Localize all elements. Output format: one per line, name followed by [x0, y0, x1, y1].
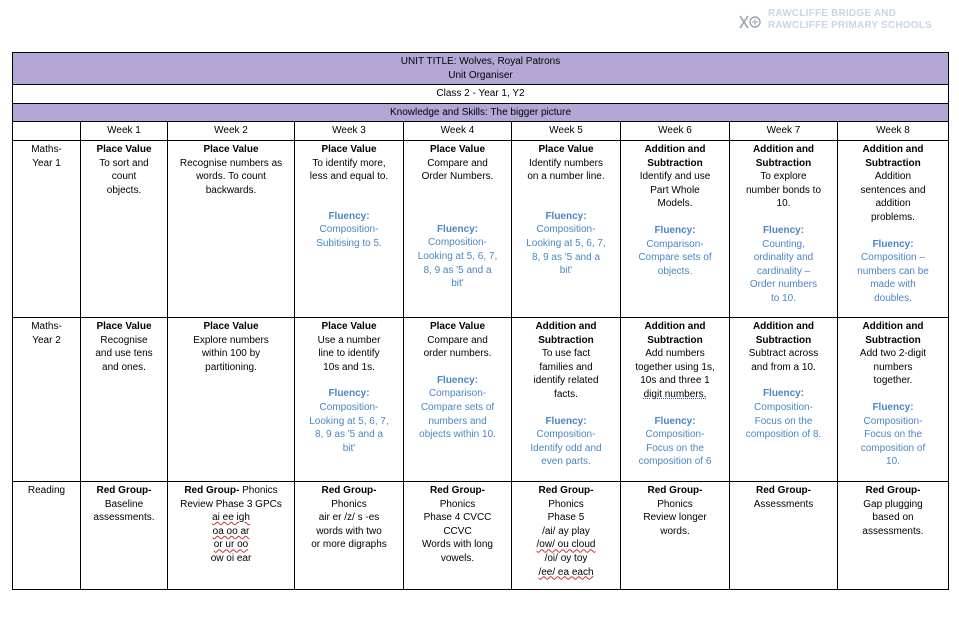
week-cell — [81, 140, 168, 317]
fluency-block — [733, 224, 834, 306]
cell-heading: Red Group- — [430, 484, 485, 496]
cell-text-line: digit numbers. — [643, 388, 707, 400]
fluency-line: objects within 10. — [419, 429, 496, 441]
fluency-block — [624, 415, 726, 469]
row-label-cell — [13, 317, 81, 481]
cell-text-line: To identify more, — [312, 157, 386, 169]
cell-text-line: or ur oo — [213, 539, 249, 551]
fluency-block — [841, 238, 945, 306]
cell-heading: Addition and — [752, 143, 815, 155]
cell-text-line: on a number line. — [527, 171, 605, 183]
week-header: Week 5 — [512, 122, 621, 141]
cell-heading: Subtraction — [647, 157, 703, 169]
cell-text-line: oa oo ar — [212, 525, 250, 537]
week-cell — [404, 317, 512, 481]
cell-text-line: Assessments — [753, 498, 814, 510]
fluency-line: to 10. — [770, 292, 797, 304]
cell-text-line: Review longer — [643, 512, 707, 524]
cell-text-line: CCVC — [443, 525, 472, 537]
cell-text-line: Addition — [874, 171, 912, 183]
logo-text-line2: RAWCLIFFE PRIMARY SCHOOLS — [768, 20, 932, 31]
fluency-label: Fluency: — [654, 415, 696, 427]
cell-text-line: within 100 by — [201, 348, 261, 360]
cell-text-line: Phonics — [657, 498, 693, 510]
fluency-line: Counting, — [762, 238, 805, 250]
cell-text-line: assessments. — [862, 525, 924, 537]
cell-heading: Addition and — [862, 320, 924, 332]
fluency-label: Fluency: — [545, 415, 587, 427]
fluency-line: Comparison- — [646, 238, 704, 250]
cell-heading: Red Group- — [321, 484, 377, 496]
fluency-line: Composition- — [754, 401, 813, 413]
fluency-line: even parts. — [541, 456, 591, 468]
cell-text-line: Add numbers — [645, 348, 705, 360]
cell-text-line: Words with long — [422, 539, 493, 551]
cell-text-line: /oi/ oy toy — [544, 552, 588, 564]
fluency-label: Fluency: — [328, 210, 370, 222]
cell-heading: Place Value — [96, 320, 152, 332]
fluency-label: Fluency: — [545, 210, 587, 222]
cell-spacer — [841, 388, 945, 401]
cell-text-line: identify related — [533, 375, 599, 387]
fluency-line: Compare sets of — [420, 401, 495, 413]
week-cell — [404, 140, 512, 317]
cell-text-line: Phonics — [331, 498, 367, 510]
fluency-block — [624, 224, 726, 278]
cell-heading: Subtraction — [865, 157, 921, 169]
week-header: Week 8 — [838, 122, 949, 141]
cell-text-line: /ai/ ay play — [542, 525, 590, 537]
week-header: Week 4 — [404, 122, 512, 141]
cell-text-line: Compare and — [427, 157, 488, 169]
cell-text-line: addition — [875, 198, 911, 210]
week-cell — [730, 317, 838, 481]
fluency-line: numbers can be — [857, 265, 929, 277]
cell-spacer — [298, 184, 400, 197]
cell-spacer — [407, 210, 508, 223]
cell-text-line: and ones. — [102, 361, 146, 373]
fluency-line: composition of 6 — [638, 456, 712, 468]
week-header-row — [13, 122, 949, 141]
cell-text-line: 10s and three 1 — [640, 375, 710, 387]
cell-text-line: problems. — [871, 211, 915, 223]
week-header: Week 6 — [621, 122, 730, 141]
cell-heading: Place Value — [96, 143, 152, 155]
fluency-line: objects. — [657, 265, 693, 277]
fluency-line: Composition- — [536, 429, 596, 441]
cell-text-line: Order Numbers. — [421, 171, 494, 183]
row-label-cell — [13, 140, 81, 317]
cell-heading: Red Group- — [184, 484, 240, 496]
fluency-line: made with — [870, 279, 916, 291]
fluency-line: Composition- — [319, 401, 379, 413]
cell-heading: Place Value — [538, 143, 594, 155]
cell-text-line: Baseline — [104, 498, 144, 510]
unit-title: UNIT TITLE: Wolves, Royal Patrons — [400, 56, 561, 67]
fluency-label: Fluency: — [654, 224, 696, 236]
cell-text-line: count — [111, 171, 137, 183]
cell-heading: Subtraction — [755, 334, 812, 346]
cell-text-line: together using 1s, — [635, 361, 715, 373]
cell-text-line: together. — [873, 375, 913, 387]
cell-text-line: Recognise — [100, 334, 148, 346]
cell-spacer — [407, 361, 508, 374]
cell-text-line: 10s and 1s. — [323, 361, 375, 373]
cell-text-line: air er /z/ s -es — [318, 512, 380, 524]
cell-spacer — [407, 197, 508, 210]
fluency-label: Fluency: — [436, 223, 479, 235]
week-cell — [730, 140, 838, 317]
cell-spacer — [515, 402, 617, 415]
cell-heading: Subtraction — [647, 334, 703, 346]
fluency-block — [407, 223, 508, 291]
cell-heading-line — [171, 484, 291, 498]
cell-text-line: /ow/ ou cloud — [536, 539, 596, 551]
cell-text-line: words with two — [316, 525, 382, 537]
fluency-line: Compare sets of — [638, 252, 712, 264]
fluency-line: Subitising to 5. — [316, 237, 382, 249]
week-cell — [838, 481, 949, 589]
week-cell — [295, 140, 404, 317]
cell-text-line: Explore numbers — [193, 334, 269, 346]
reading-row — [13, 481, 949, 589]
logo-text-line1: RAWCLIFFE BRIDGE AND — [768, 8, 897, 19]
fluency-line: bit' — [559, 265, 573, 277]
fluency-line: Composition – — [861, 252, 925, 264]
cell-text-line: backwards. — [205, 184, 257, 196]
fluency-label: Fluency: — [436, 374, 479, 386]
week-cell — [295, 481, 404, 589]
fluency-label: Fluency: — [762, 224, 805, 236]
fluency-line: Order numbers — [749, 279, 818, 291]
cell-text-line: sentences and — [860, 184, 926, 196]
fluency-line: cardinality – — [756, 265, 811, 277]
week-cell — [512, 317, 621, 481]
fluency-line: Composition- — [428, 237, 487, 249]
cell-text-line: and use tens — [95, 348, 153, 360]
cell-text-line: Part Whole — [650, 184, 700, 196]
fluency-line: 8, 9 as '5 and a — [314, 429, 384, 441]
cell-text-line: To use fact — [541, 348, 591, 360]
fluency-line: numbers and — [428, 415, 487, 427]
week-cell — [81, 317, 168, 481]
week-header: Week 3 — [295, 122, 404, 141]
cell-text-line: and from a 10. — [751, 361, 816, 373]
week-cell — [295, 317, 404, 481]
fluency-line: Identify odd and — [530, 442, 602, 454]
maths-year1-row — [13, 140, 949, 317]
fluency-line: Focus on the — [754, 415, 813, 427]
unit-organiser-table — [12, 52, 949, 590]
fluency-label: Fluency: — [872, 401, 914, 413]
row-label-line: Maths- — [31, 143, 62, 155]
cell-heading: Place Value — [321, 320, 377, 332]
cell-text-line: Use a number — [317, 334, 381, 346]
cell-spacer — [733, 374, 834, 387]
cell-heading: Addition and — [535, 320, 597, 332]
cell-heading: Subtraction — [865, 334, 921, 346]
cell-heading: Place Value — [429, 143, 486, 155]
cell-spacer — [515, 184, 617, 197]
fluency-line: bit' — [451, 278, 464, 290]
cell-text-line: or more digraphs — [311, 539, 387, 551]
cell-text-line: Identify numbers — [529, 157, 603, 169]
fluency-line: Composition- — [536, 224, 596, 236]
cell-text-line: words. To count — [196, 171, 266, 183]
cell-text-line: Gap plugging — [863, 498, 923, 510]
knowledge-skills-cell: Knowledge and Skills: The bigger picture — [13, 103, 949, 122]
cell-text-line: partitioning. — [205, 361, 257, 373]
cell-spacer — [624, 402, 726, 415]
cell-spacer — [841, 225, 945, 238]
fluency-block — [298, 210, 400, 251]
fluency-label: Fluency: — [872, 238, 914, 250]
cell-spacer — [298, 197, 400, 210]
cell-heading: Addition and — [644, 320, 706, 332]
cell-text-line: ai ee igh — [212, 512, 250, 524]
fluency-block — [515, 415, 617, 469]
cell-text-line: Identify and use — [639, 171, 711, 183]
week-cell — [404, 481, 512, 589]
cell-text-line: Add two 2-digit — [859, 348, 927, 360]
cell-text-line: order numbers. — [423, 348, 492, 360]
cell-text-line: number bonds to — [745, 184, 822, 196]
cell-spacer — [733, 211, 834, 224]
fluency-line: Focus on the — [646, 442, 704, 454]
cell-heading: Addition and — [644, 143, 706, 155]
week-cell — [512, 140, 621, 317]
cell-text-line: numbers — [873, 361, 913, 373]
cell-text-line: families and — [539, 361, 593, 373]
week-cell — [621, 140, 730, 317]
cell-text-line: To sort and — [99, 157, 149, 169]
week-cell — [838, 140, 949, 317]
fluency-label: Fluency: — [762, 388, 805, 400]
fluency-line: Composition- — [645, 429, 705, 441]
cell-text-line: 10. — [776, 198, 791, 210]
cell-text-line: ow oi ear — [210, 552, 252, 564]
cell-spacer — [298, 374, 400, 387]
cell-text-line: Phase 4 CVCC — [423, 512, 492, 524]
fluency-line: ordinality and — [753, 252, 814, 264]
week-cell — [168, 140, 295, 317]
cell-text-line: Phonics — [548, 498, 584, 510]
cell-spacer — [515, 197, 617, 210]
week-cell — [168, 481, 295, 589]
week-cell — [168, 317, 295, 481]
fluency-line: Comparison- — [428, 388, 487, 400]
cell-heading: Addition and — [862, 143, 924, 155]
cell-text-line: assessments. — [93, 512, 155, 524]
fluency-line: 10. — [886, 456, 900, 468]
knowledge-skills-row — [13, 103, 949, 122]
fluency-line: Looking at 5, 6, 7, — [526, 237, 606, 249]
fluency-line: 8, 9 as '5 and a — [531, 251, 601, 263]
week-cell — [730, 481, 838, 589]
corner-cell — [13, 122, 81, 141]
fluency-block — [841, 401, 945, 469]
cell-heading: Red Group- — [756, 484, 811, 496]
cell-heading: Place Value — [203, 320, 259, 332]
week-cell — [621, 317, 730, 481]
fluency-label: Fluency: — [328, 388, 370, 400]
cell-text-line: To explore — [760, 171, 807, 183]
fluency-block — [515, 210, 617, 278]
week-header: Week 7 — [730, 122, 838, 141]
cell-text-line: /ee/ ea each — [538, 566, 594, 578]
cell-text-line: facts. — [554, 388, 578, 400]
cell-spacer — [624, 211, 726, 224]
row-label-line: Maths- — [31, 320, 62, 332]
cell-heading: Place Value — [203, 143, 259, 155]
row-label-cell — [13, 481, 81, 589]
cell-text-line: Recognise numbers as — [179, 157, 283, 169]
cell-text-line: words. — [660, 525, 690, 537]
cell-text-line: based on — [872, 512, 914, 524]
week-cell — [621, 481, 730, 589]
cell-text-line: less and equal to. — [309, 171, 389, 183]
fluency-line: composition of — [860, 442, 926, 454]
fluency-line: composition of 8. — [745, 429, 822, 441]
cell-heading: Red Group- — [647, 484, 703, 496]
cell-heading: Subtraction — [538, 334, 594, 346]
week-header: Week 2 — [168, 122, 295, 141]
fluency-line: 8, 9 as '5 and a — [423, 264, 492, 276]
cell-text-line: Subtract across — [748, 348, 819, 360]
maths-year2-row — [13, 317, 949, 481]
cell-text-line: line to identify — [318, 348, 380, 360]
school-logo — [738, 6, 948, 38]
fluency-block — [733, 387, 834, 441]
cell-heading: Addition and — [752, 320, 815, 332]
cell-heading: Red Group- — [865, 484, 921, 496]
cell-spacer — [407, 184, 508, 197]
cell-heading-rest: Phonics — [239, 484, 278, 496]
unit-subtitle: Unit Organiser — [448, 69, 513, 81]
fluency-line: Looking at 5, 6, 7, — [309, 415, 389, 427]
week-cell — [838, 317, 949, 481]
fluency-block — [407, 374, 508, 442]
row-label-line: Year 2 — [32, 334, 61, 346]
unit-title-cell — [13, 53, 949, 85]
unit-title-row — [13, 53, 949, 85]
class-row — [13, 85, 949, 104]
cell-heading: Red Group- — [538, 484, 594, 496]
cell-text-line: Models. — [657, 198, 693, 210]
fluency-line: Looking at 5, 6, 7, — [417, 250, 498, 262]
row-label-line: Year 1 — [32, 157, 61, 169]
cell-text-line: Compare and — [427, 334, 488, 346]
cell-text-line: objects. — [106, 184, 142, 196]
fluency-line: bit' — [342, 442, 356, 454]
fluency-block — [298, 387, 400, 455]
cell-text-line: vowels. — [440, 552, 475, 564]
row-label-line: Reading — [27, 484, 66, 496]
fluency-line: doubles. — [874, 292, 912, 304]
cell-text-line: Phonics — [439, 498, 476, 510]
cell-text-line: Review Phase 3 GPCs — [180, 498, 282, 510]
week-cell — [512, 481, 621, 589]
cell-heading: Subtraction — [755, 157, 812, 169]
class-cell: Class 2 - Year 1, Y2 — [13, 85, 949, 104]
week-cell — [81, 481, 168, 589]
fluency-line: Focus on the — [864, 429, 922, 441]
school-crest-icon — [738, 14, 762, 30]
cell-heading: Red Group- — [96, 484, 152, 496]
cell-heading: Place Value — [321, 143, 377, 155]
week-header: Week 1 — [81, 122, 168, 141]
fluency-line: Composition- — [863, 415, 923, 427]
cell-text-line: Phase 5 — [547, 512, 585, 524]
cell-heading: Place Value — [429, 320, 486, 332]
fluency-line: Composition- — [319, 224, 379, 236]
